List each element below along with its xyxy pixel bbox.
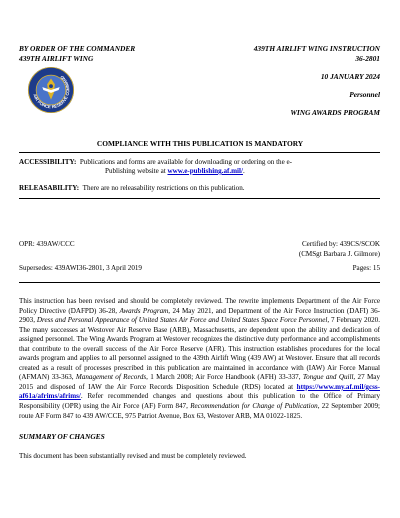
divider bbox=[19, 152, 380, 153]
certifier-name: (CMSgt Barbara J. Gilmore) bbox=[298, 249, 380, 258]
opr-field: OPR: 439AW/CCC bbox=[19, 240, 75, 248]
compliance-statement: COMPLIANCE WITH THIS PUBLICATION IS MANDATORY bbox=[96, 139, 304, 148]
divider bbox=[19, 198, 380, 199]
afrc-seal-icon bbox=[27, 66, 75, 114]
issuing-authority-line1: BY ORDER OF THE COMMANDER bbox=[19, 44, 136, 53]
body-italic-ref: Management of Records bbox=[75, 373, 147, 382]
body-italic-ref: Awards Program bbox=[119, 306, 169, 315]
instruction-number: 36-2801 bbox=[355, 53, 380, 63]
body-italic-ref: Recommendation for Change of Publication bbox=[190, 402, 318, 411]
body-text: This instruction has been revised and should be completely reviewed. The rewrite implements Department of the Air Force Policy Directive (DAFPD) 36-28, bbox=[19, 297, 380, 315]
accessibility-text-line2: Publishing website at bbox=[105, 167, 168, 175]
summary-of-changes-heading: SUMMARY OF CHANGES bbox=[19, 432, 105, 441]
instruction-title: 439TH AIRLIFT WING INSTRUCTION bbox=[253, 44, 380, 53]
body-text: . Refer recommended changes and questions about this publication to the Office of Primary Responsibility (OPR) using the Air Force (AF) Form 847, bbox=[19, 392, 380, 411]
program-title: WING AWARDS PROGRAM bbox=[290, 108, 380, 118]
afrims-link[interactable]: https://www.my.af.mil/gcss-af61a/afrims/afrims/ bbox=[19, 382, 380, 401]
publication-date: 10 JANUARY 2024 bbox=[320, 71, 380, 81]
releasability-section bbox=[19, 184, 380, 193]
e-publishing-link[interactable]: www.e-publishing.af.mil/ bbox=[167, 167, 243, 175]
summary-of-changes-text: This document has been substantially revised and must be completely reviewed. bbox=[19, 452, 247, 460]
accessibility-text-line1: Publications and forms are available for downloading or ordering on the e- bbox=[79, 158, 293, 166]
body-italic-ref: Dress and Personal Appearance of United States Air Force and United States Space Force Personnel bbox=[36, 316, 328, 325]
accessibility-section bbox=[19, 158, 380, 176]
certification-block bbox=[299, 240, 380, 259]
page-count: Pages: 15 bbox=[352, 264, 380, 272]
body-text: , 27 May 2015 and disposed of IAW the Air Force Records Disposition Schedule (RDS) located at bbox=[19, 373, 380, 391]
body-text: , 24 May 2021, and Department of the Air Force Instruction (DAFI) 36-2903, bbox=[19, 306, 380, 325]
issuing-authority-line2: 439TH AIRLIFT WING bbox=[19, 53, 94, 63]
seal-text: AIR FORCE RESERVE COMMAND bbox=[32, 74, 71, 110]
body-text: , 7 February 2020. The many successes at Westover Air Reserve Base (ARB), Massachusetts, are dependent upon the ability and dedication of assigned personnel. The Wing Awards Program at Westover recognizes the distinctive duty performance and accomplishments that contribute to the overall success of the Air Force Reserve (AFR). This instruction establishes procedures for the local awards program and applies to all personnel assigned to the 439th Airlift Wing (439 AW) at Westover. Ensure that all records created as a result of processes prescribed in this publication are maintained in accordance with (IAW) Air Force Manual (AFMAN) 33-363, bbox=[19, 316, 381, 382]
body-paragraph bbox=[19, 297, 380, 421]
body-text: , 22 September 2009; route AF Form 847 to 439 AW/CCE, 975 Patriot Avenue, Box 63, Westover ARB, MA 01022-1825. bbox=[19, 402, 380, 420]
body-italic-ref: Tongue and Quill bbox=[302, 373, 354, 382]
certified-by: Certified by: 439CS/SCOK bbox=[301, 240, 380, 248]
publication-identity bbox=[254, 44, 380, 118]
supersedes-field: Supersedes: 439AWI36-2801, 3 April 2019 bbox=[19, 264, 142, 272]
accessibility-period: . bbox=[242, 167, 245, 175]
accessibility-label: ACCESSIBILITY: bbox=[19, 158, 77, 166]
releasability-text: There are no releasability restrictions on this publication. bbox=[82, 184, 245, 192]
releasability-label: RELEASABILITY: bbox=[19, 184, 80, 192]
publication-category: Personnel bbox=[349, 89, 380, 99]
body-text: , 1 March 2008; Air Force Handbook (AFH) 33-337, bbox=[146, 373, 303, 382]
divider bbox=[19, 282, 380, 283]
issuing-authority bbox=[19, 44, 135, 63]
